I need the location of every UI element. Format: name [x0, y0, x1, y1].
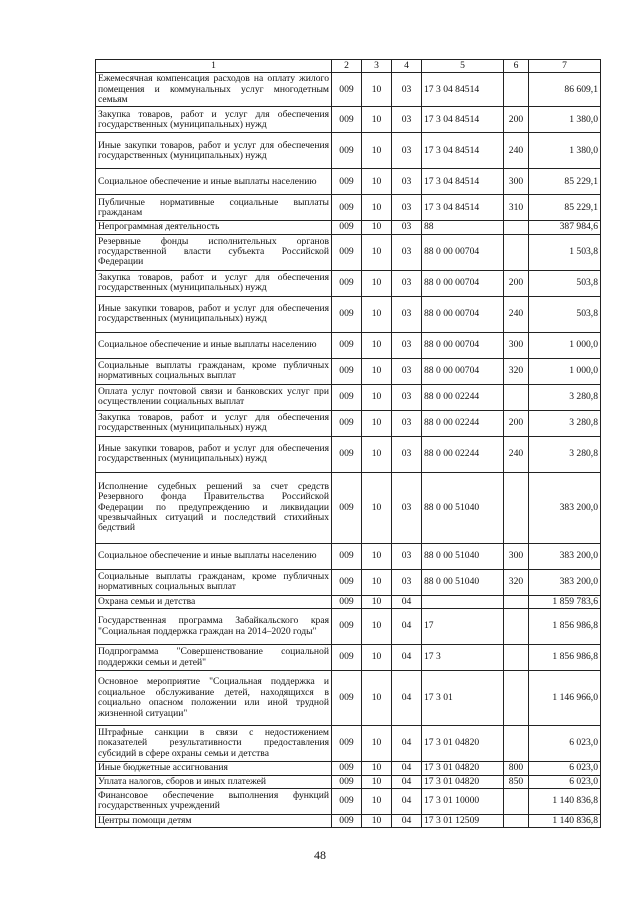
row-description-cell: Центры помощи детям — [96, 814, 332, 827]
kbk-code-cell: 009 — [332, 107, 362, 133]
section-code-cell: 10 — [362, 195, 392, 221]
expense-type-code-cell — [504, 788, 529, 814]
table-row — [96, 814, 601, 827]
column-header: 2 — [332, 60, 362, 73]
amount-cell: 1 000,0 — [529, 332, 601, 358]
row-description-cell: Уплата налогов, сборов и иных платежей — [96, 775, 332, 788]
subsection-code-cell: 04 — [392, 595, 422, 608]
subsection-code-cell: 04 — [392, 726, 422, 762]
kbk-code-cell: 009 — [332, 788, 362, 814]
amount-cell: 3 280,8 — [529, 384, 601, 410]
target-article-code-cell: 88 0 00 00704 — [422, 270, 504, 296]
kbk-code-cell: 009 — [332, 436, 362, 472]
section-code-cell: 10 — [362, 133, 392, 169]
section-code-cell: 10 — [362, 543, 392, 569]
expense-type-code-cell: 200 — [504, 107, 529, 133]
row-description-cell: Охрана семьи и детства — [96, 595, 332, 608]
row-description-cell: Иные закупки товаров, работ и услуг для обеспечения государственных (муниципальных) нужд — [96, 296, 332, 332]
column-header: 7 — [529, 60, 601, 73]
expense-type-code-cell — [504, 814, 529, 827]
subsection-code-cell: 03 — [392, 384, 422, 410]
table-row — [96, 107, 601, 133]
kbk-code-cell: 009 — [332, 543, 362, 569]
subsection-code-cell: 04 — [392, 609, 422, 645]
kbk-code-cell: 009 — [332, 296, 362, 332]
kbk-code-cell: 009 — [332, 221, 362, 234]
table-row — [96, 270, 601, 296]
amount-cell: 1 000,0 — [529, 358, 601, 384]
header-row — [96, 60, 601, 73]
amount-cell: 1 859 783,6 — [529, 595, 601, 608]
expense-type-code-cell: 200 — [504, 410, 529, 436]
section-code-cell: 10 — [362, 436, 392, 472]
target-article-code-cell: 17 3 01 12509 — [422, 814, 504, 827]
kbk-code-cell: 009 — [332, 73, 362, 107]
kbk-code-cell: 009 — [332, 358, 362, 384]
amount-cell: 503,8 — [529, 270, 601, 296]
target-article-code-cell: 17 3 01 04820 — [422, 726, 504, 762]
row-description-cell: Социальные выплаты гражданам, кроме публичных нормативных социальных выплат — [96, 358, 332, 384]
section-code-cell: 10 — [362, 73, 392, 107]
row-description-cell: Иные закупки товаров, работ и услуг для обеспечения государственных (муниципальных) нужд — [96, 133, 332, 169]
target-article-code-cell: 88 0 00 51040 — [422, 543, 504, 569]
target-article-code-cell — [422, 595, 504, 608]
row-description-cell: Закупка товаров, работ и услуг для обеспечения государственных (муниципальных) нужд — [96, 107, 332, 133]
table-row — [96, 410, 601, 436]
section-code-cell: 10 — [362, 221, 392, 234]
amount-cell: 1 146 966,0 — [529, 671, 601, 726]
subsection-code-cell: 03 — [392, 169, 422, 195]
subsection-code-cell: 04 — [392, 775, 422, 788]
section-code-cell: 10 — [362, 107, 392, 133]
expense-type-code-cell — [504, 726, 529, 762]
row-description-cell: Закупка товаров, работ и услуг для обеспечения государственных (муниципальных) нужд — [96, 270, 332, 296]
subsection-code-cell: 03 — [392, 234, 422, 270]
table-row — [96, 762, 601, 775]
table-row — [96, 436, 601, 472]
kbk-code-cell: 009 — [332, 472, 362, 543]
amount-cell: 85 229,1 — [529, 169, 601, 195]
kbk-code-cell: 009 — [332, 270, 362, 296]
subsection-code-cell: 03 — [392, 543, 422, 569]
expense-type-code-cell: 300 — [504, 169, 529, 195]
amount-cell: 85 229,1 — [529, 195, 601, 221]
amount-cell: 1 856 986,8 — [529, 645, 601, 671]
section-code-cell: 10 — [362, 595, 392, 608]
target-article-code-cell: 88 0 00 02244 — [422, 410, 504, 436]
table-row — [96, 609, 601, 645]
table-row — [96, 234, 601, 270]
table-row — [96, 595, 601, 608]
section-code-cell: 10 — [362, 358, 392, 384]
expense-type-code-cell — [504, 73, 529, 107]
row-description-cell: Основное мероприятие "Социальная поддержка и социальное обслуживание детей, находящихся в социально опасном положении или иной трудной жизненной ситуации" — [96, 671, 332, 726]
target-article-code-cell: 17 3 01 10000 — [422, 788, 504, 814]
section-code-cell: 10 — [362, 788, 392, 814]
expense-type-code-cell: 240 — [504, 296, 529, 332]
subsection-code-cell: 04 — [392, 671, 422, 726]
row-description-cell: Исполнение судебных решений за счет средств Резервного фонда Правительства Российской Федерации по предупреждению и ликвидации чрезвычайных ситуаций и последствий стихийных бедствий — [96, 472, 332, 543]
expense-type-code-cell — [504, 609, 529, 645]
subsection-code-cell: 03 — [392, 221, 422, 234]
kbk-code-cell: 009 — [332, 332, 362, 358]
target-article-code-cell: 88 0 00 02244 — [422, 436, 504, 472]
kbk-code-cell: 009 — [332, 133, 362, 169]
amount-cell: 1 140 836,8 — [529, 788, 601, 814]
row-description-cell: Иные закупки товаров, работ и услуг для обеспечения государственных (муниципальных) нужд — [96, 436, 332, 472]
section-code-cell: 10 — [362, 726, 392, 762]
target-article-code-cell: 88 0 00 00704 — [422, 234, 504, 270]
table-row — [96, 133, 601, 169]
row-description-cell: Закупка товаров, работ и услуг для обеспечения государственных (муниципальных) нужд — [96, 410, 332, 436]
section-code-cell: 10 — [362, 609, 392, 645]
section-code-cell: 10 — [362, 645, 392, 671]
subsection-code-cell: 03 — [392, 133, 422, 169]
kbk-code-cell: 009 — [332, 609, 362, 645]
target-article-code-cell: 88 0 00 51040 — [422, 569, 504, 595]
row-description-cell: Ежемесячная компенсация расходов на оплату жилого помещения и коммунальных услуг многодетным семьям — [96, 73, 332, 107]
column-header: 3 — [362, 60, 392, 73]
expense-type-code-cell — [504, 384, 529, 410]
amount-cell: 1 380,0 — [529, 107, 601, 133]
subsection-code-cell: 03 — [392, 569, 422, 595]
budget-table — [95, 59, 601, 828]
table-row — [96, 296, 601, 332]
target-article-code-cell: 88 — [422, 221, 504, 234]
target-article-code-cell: 88 0 00 02244 — [422, 384, 504, 410]
row-description-cell: Непрограммная деятельность — [96, 221, 332, 234]
expense-type-code-cell — [504, 472, 529, 543]
section-code-cell: 10 — [362, 270, 392, 296]
column-header: 4 — [392, 60, 422, 73]
expense-type-code-cell: 800 — [504, 762, 529, 775]
target-article-code-cell: 17 3 04 84514 — [422, 169, 504, 195]
table-row — [96, 221, 601, 234]
target-article-code-cell: 17 3 04 84514 — [422, 133, 504, 169]
column-header: 5 — [422, 60, 504, 73]
target-article-code-cell: 17 3 04 84514 — [422, 107, 504, 133]
subsection-code-cell: 03 — [392, 73, 422, 107]
section-code-cell: 10 — [362, 814, 392, 827]
expense-type-code-cell — [504, 645, 529, 671]
row-description-cell: Государственная программа Забайкальского края "Социальная поддержка граждан на 2014–2020 годы" — [96, 609, 332, 645]
expense-type-code-cell: 200 — [504, 270, 529, 296]
expense-type-code-cell: 320 — [504, 358, 529, 384]
table-row — [96, 73, 601, 107]
row-description-cell: Резервные фонды исполнительных органов государственной власти субъекта Российской Федерации — [96, 234, 332, 270]
expense-type-code-cell: 240 — [504, 436, 529, 472]
expense-type-code-cell: 240 — [504, 133, 529, 169]
section-code-cell: 10 — [362, 569, 392, 595]
kbk-code-cell: 009 — [332, 762, 362, 775]
target-article-code-cell: 88 0 00 00704 — [422, 296, 504, 332]
subsection-code-cell: 03 — [392, 332, 422, 358]
subsection-code-cell: 03 — [392, 270, 422, 296]
section-code-cell: 10 — [362, 332, 392, 358]
row-description-cell: Штрафные санкции в связи с недостижением показателей результативности предоставления субсидий в сфере охраны семьи и детства — [96, 726, 332, 762]
kbk-code-cell: 009 — [332, 195, 362, 221]
row-description-cell: Социальные выплаты гражданам, кроме публичных нормативных социальных выплат — [96, 569, 332, 595]
target-article-code-cell: 17 — [422, 609, 504, 645]
row-description-cell: Социальное обеспечение и иные выплаты населению — [96, 169, 332, 195]
amount-cell: 503,8 — [529, 296, 601, 332]
kbk-code-cell: 009 — [332, 384, 362, 410]
row-description-cell: Иные бюджетные ассигнования — [96, 762, 332, 775]
section-code-cell: 10 — [362, 775, 392, 788]
amount-cell: 6 023,0 — [529, 775, 601, 788]
page-number: 48 — [314, 848, 326, 862]
kbk-code-cell: 009 — [332, 775, 362, 788]
kbk-code-cell: 009 — [332, 814, 362, 827]
amount-cell: 383 200,0 — [529, 543, 601, 569]
kbk-code-cell: 009 — [332, 645, 362, 671]
expense-type-code-cell: 300 — [504, 332, 529, 358]
target-article-code-cell: 88 0 00 00704 — [422, 358, 504, 384]
expense-type-code-cell: 310 — [504, 195, 529, 221]
subsection-code-cell: 03 — [392, 195, 422, 221]
amount-cell: 3 280,8 — [529, 410, 601, 436]
section-code-cell: 10 — [362, 296, 392, 332]
row-description-cell: Социальное обеспечение и иные выплаты населению — [96, 543, 332, 569]
kbk-code-cell: 009 — [332, 234, 362, 270]
amount-cell: 1 140 836,8 — [529, 814, 601, 827]
target-article-code-cell: 17 3 01 04820 — [422, 775, 504, 788]
column-header: 6 — [504, 60, 529, 73]
amount-cell: 387 984,6 — [529, 221, 601, 234]
row-description-cell: Оплата услуг почтовой связи и банковских услуг при осуществлении социальных выплат — [96, 384, 332, 410]
expense-type-code-cell — [504, 234, 529, 270]
section-code-cell: 10 — [362, 384, 392, 410]
section-code-cell: 10 — [362, 671, 392, 726]
kbk-code-cell: 009 — [332, 169, 362, 195]
table-row — [96, 384, 601, 410]
row-description-cell: Публичные нормативные социальные выплаты гражданам — [96, 195, 332, 221]
amount-cell: 86 609,1 — [529, 73, 601, 107]
table-row — [96, 775, 601, 788]
expense-type-code-cell: 320 — [504, 569, 529, 595]
section-code-cell: 10 — [362, 410, 392, 436]
section-code-cell: 10 — [362, 472, 392, 543]
section-code-cell: 10 — [362, 762, 392, 775]
target-article-code-cell: 17 3 04 84514 — [422, 195, 504, 221]
row-description-cell: Подпрограмма "Совершенствование социальной поддержки семьи и детей" — [96, 645, 332, 671]
table-row — [96, 726, 601, 762]
amount-cell: 1 503,8 — [529, 234, 601, 270]
amount-cell: 383 200,0 — [529, 472, 601, 543]
subsection-code-cell: 03 — [392, 410, 422, 436]
subsection-code-cell: 04 — [392, 814, 422, 827]
table-body — [96, 73, 601, 828]
amount-cell: 6 023,0 — [529, 726, 601, 762]
amount-cell: 1 856 986,8 — [529, 609, 601, 645]
row-description-cell: Социальное обеспечение и иные выплаты населению — [96, 332, 332, 358]
table-row — [96, 671, 601, 726]
table-row — [96, 195, 601, 221]
target-article-code-cell: 17 3 01 04820 — [422, 762, 504, 775]
table-row — [96, 472, 601, 543]
subsection-code-cell: 04 — [392, 762, 422, 775]
table-row — [96, 332, 601, 358]
column-header: 1 — [96, 60, 332, 73]
amount-cell: 6 023,0 — [529, 762, 601, 775]
subsection-code-cell: 03 — [392, 107, 422, 133]
section-code-cell: 10 — [362, 234, 392, 270]
target-article-code-cell: 17 3 01 — [422, 671, 504, 726]
kbk-code-cell: 009 — [332, 410, 362, 436]
table-row — [96, 543, 601, 569]
kbk-code-cell: 009 — [332, 671, 362, 726]
target-article-code-cell: 17 3 04 84514 — [422, 73, 504, 107]
subsection-code-cell: 04 — [392, 645, 422, 671]
target-article-code-cell: 17 3 — [422, 645, 504, 671]
section-code-cell: 10 — [362, 169, 392, 195]
table-row — [96, 358, 601, 384]
subsection-code-cell: 03 — [392, 358, 422, 384]
expense-type-code-cell — [504, 221, 529, 234]
table-row — [96, 788, 601, 814]
subsection-code-cell: 03 — [392, 436, 422, 472]
subsection-code-cell: 03 — [392, 296, 422, 332]
row-description-cell: Финансовое обеспечение выполнения функций государственных учреждений — [96, 788, 332, 814]
kbk-code-cell: 009 — [332, 726, 362, 762]
kbk-code-cell: 009 — [332, 595, 362, 608]
table-row — [96, 169, 601, 195]
expense-type-code-cell — [504, 595, 529, 608]
subsection-code-cell: 04 — [392, 788, 422, 814]
expense-type-code-cell: 300 — [504, 543, 529, 569]
target-article-code-cell: 88 0 00 51040 — [422, 472, 504, 543]
table-row — [96, 645, 601, 671]
target-article-code-cell: 88 0 00 00704 — [422, 332, 504, 358]
table-row — [96, 569, 601, 595]
expense-type-code-cell: 850 — [504, 775, 529, 788]
subsection-code-cell: 03 — [392, 472, 422, 543]
amount-cell: 383 200,0 — [529, 569, 601, 595]
expense-type-code-cell — [504, 671, 529, 726]
kbk-code-cell: 009 — [332, 569, 362, 595]
amount-cell: 3 280,8 — [529, 436, 601, 472]
amount-cell: 1 380,0 — [529, 133, 601, 169]
